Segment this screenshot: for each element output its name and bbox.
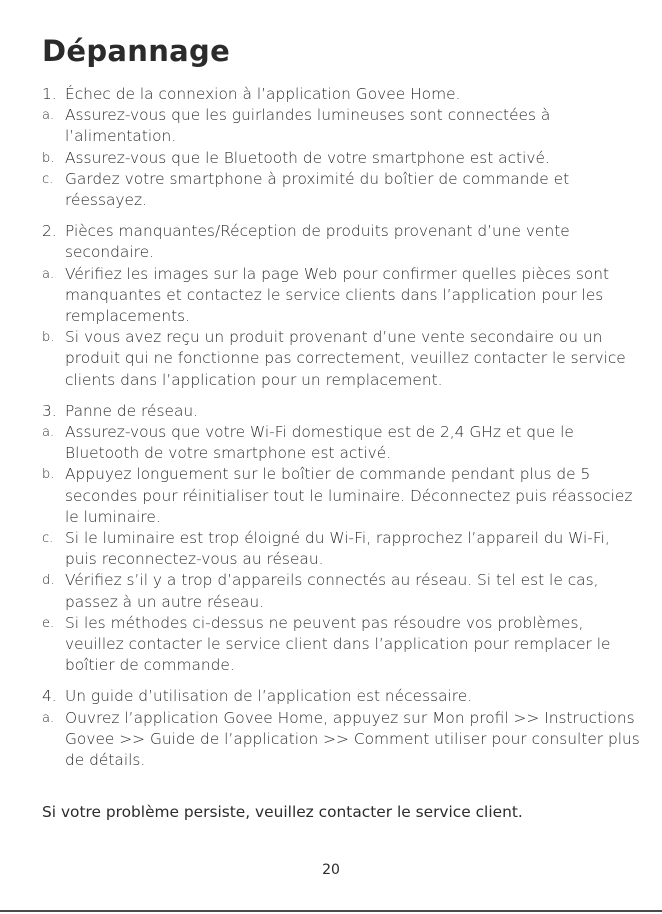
item-letter: a. [42,108,55,124]
section-heading [42,84,642,105]
item-letter: a. [42,266,55,282]
section-heading [42,401,642,422]
section-number: 3. [42,401,57,420]
item-letter: c. [42,171,54,187]
bottom-divider [0,910,662,912]
list-item [42,613,642,677]
section-heading-text: Panne de réseau. [65,401,199,420]
list-item [42,528,642,570]
section-heading-text: Un guide d’utilisation de l’application est nécessaire. [65,687,473,706]
item-text: Si le luminaire est trop éloigné du Wi-Fi, rapprochez l’appareil du Wi-Fi, puis reconnectez-vous au réseau. [65,529,610,569]
list-item [42,708,642,772]
section-number: 1. [42,85,57,103]
item-text: Assurez-vous que votre Wi-Fi domestique est de 2,4 GHz et que le Bluetooth de votre smartphone est activé. [65,423,574,463]
section-heading-text: Échec de la connexion à l’application Govee Home. [65,85,461,103]
list-item [42,105,642,147]
section-number: 2. [42,222,57,241]
item-text: Vérifiez les images sur la page Web pour confirmer quelles pièces sont manquantes et contactez le service clients dans l’application pour les remplacements. [65,264,610,326]
item-text: Assurez-vous que les guirlandes lumineuses sont connectées à l’alimentation. [65,106,551,146]
troubleshooting-list [42,84,642,771]
item-text: Appuyez longuement sur le boîtier de commande pendant plus de 5 secondes pour réinitialiser tout le luminaire. Déconnectez puis réassociez le luminaire. [65,465,633,526]
item-text: Si les méthodes ci-dessus ne peuvent pas résoudre vos problèmes, veuillez contacter le service client dans l’application pour remplacer le boîtier de commande. [65,613,611,675]
list-item [42,169,642,211]
section-heading-text: Pièces manquantes/Réception de produits provenant d’une vente secondaire. [65,222,570,262]
item-letter: a. [42,710,55,726]
page-title: Dépannage [42,34,231,68]
list-item [42,327,642,391]
page-number: 20 [322,862,340,878]
item-text: Ouvrez l’application Govee Home, appuyez sur Mon profil >> Instructions Govee >> Guide de l’application >> Comment utiliser pour consulter plus de détails. [65,708,640,770]
list-item [42,148,642,169]
item-letter: e. [42,615,55,631]
item-text: Gardez votre smartphone à proximité du boîtier de commande et réessayez. [65,169,570,210]
item-letter: d. [42,573,55,589]
section-number: 4. [42,687,57,706]
item-letter: c. [42,531,54,547]
item-text: Assurez-vous que le Bluetooth de votre smartphone est activé. [65,148,550,167]
item-letter: b. [42,467,55,483]
item-letter: a. [42,425,55,441]
list-item [42,570,642,612]
item-text: Si vous avez reçu un produit provenant d’une vente secondaire ou un produit qui ne fonctionne pas correctement, veuillez contacter le service clients dans l’application pour un remplacement. [65,328,626,389]
list-item [42,422,642,464]
list-item [42,264,642,328]
item-text: Vérifiez s’il y a trop d’appareils connectés au réseau. Si tel est le cas, passez à un autre réseau. [65,571,599,611]
section-heading [42,686,642,707]
section-heading [42,221,642,263]
closing-note: Si votre problème persiste, veuillez contacter le service client. [42,803,523,821]
item-letter: b. [42,330,55,346]
list-item [42,464,642,528]
item-letter: b. [42,150,55,166]
